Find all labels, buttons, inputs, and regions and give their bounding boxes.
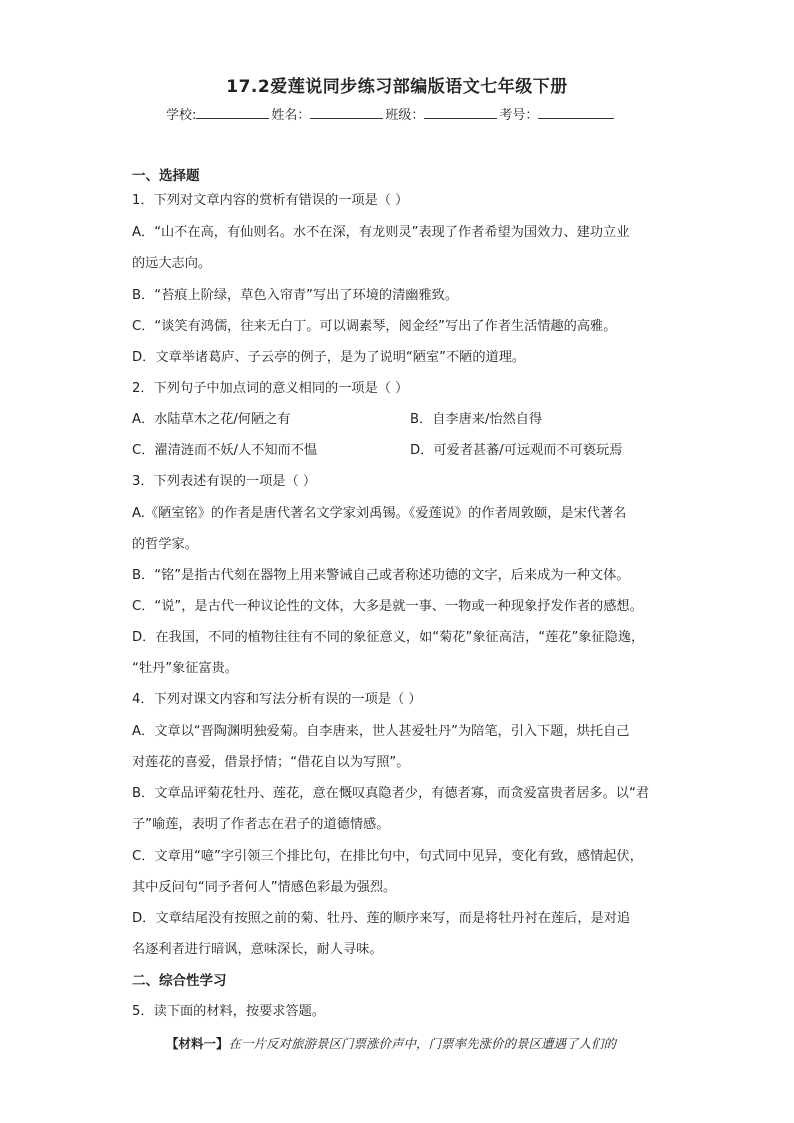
option-c: C．“说”，是古代一种议论性的文体，大多是就一事、一物或一种现象抒发作者的感想。 bbox=[132, 599, 643, 614]
option-d-cont: “牡丹”象征富贵。 bbox=[132, 661, 238, 676]
section-heading: 二、综合性学习 bbox=[132, 973, 227, 989]
option-a: A．文章以“晋陶渊明独爱菊。自李唐来，世人甚爱牡丹”为陪笔，引入下题，烘托自己 bbox=[132, 724, 630, 739]
class-blank[interactable] bbox=[424, 106, 497, 119]
section-heading: 一、选择题 bbox=[132, 168, 200, 184]
school-label: 学校: bbox=[166, 108, 197, 123]
option-a-cont: 的远大志向。 bbox=[132, 256, 212, 271]
option-a-cont: 对莲花的喜爱，借景抒情；“借花自以为写照”。 bbox=[132, 755, 410, 770]
question-stem: 2．下列句子中加点词的意义相同的一项是（ ） bbox=[132, 381, 409, 396]
question-stem: 1．下列对文章内容的赏析有错误的一项是（ ） bbox=[132, 193, 409, 208]
option-a: A．“山不在高，有仙则名。水不在深，有龙则灵”表现了作者希望为国效力、建功立业 bbox=[132, 225, 630, 240]
school-blank[interactable] bbox=[196, 106, 269, 119]
number-blank[interactable] bbox=[538, 106, 614, 119]
number-label: 考号： bbox=[499, 108, 539, 123]
question-stem: 3．下列表述有误的一项是（ ） bbox=[132, 474, 317, 489]
option-c-cont: 其中反问句“同予者何人”情感色彩最为强烈。 bbox=[132, 880, 397, 895]
material-excerpt bbox=[166, 1034, 616, 1052]
material-text: 在一片反对旅游景区门票涨价声中，门票率先涨价的景区遭遇了人们的 bbox=[228, 1036, 617, 1051]
question-stem: 5．读下面的材料，按要求答题。 bbox=[132, 1004, 326, 1019]
option-a-cont: 的哲学家。 bbox=[132, 537, 198, 552]
option-a: A．水陆草木之花/何陋之有 bbox=[132, 412, 291, 427]
option-b: B．文章品评菊花牡丹、莲花，意在慨叹真隐者少，有德者寡，而贪爱富贵者居多。以“君 bbox=[132, 786, 650, 801]
option-d: D．文章举诸葛庐、子云亭的例子，是为了说明“陋室”不陋的道理。 bbox=[132, 350, 526, 365]
option-d: D．可爱者甚蕃/可远观而不可亵玩焉 bbox=[410, 443, 623, 458]
option-b: B．自李唐来/怡然自得 bbox=[410, 412, 543, 427]
option-d: D．在我国，不同的植物往往有不同的象征意义，如“菊花”象征高洁，“莲花”象征隐逸， bbox=[132, 630, 645, 645]
option-b-cont: 子”喻莲，表明了作者志在君子的道德情感。 bbox=[132, 817, 390, 832]
student-info-row bbox=[166, 104, 616, 123]
option-c: C．濯清涟而不妖/人不知而不愠 bbox=[132, 443, 318, 458]
page-title: 17.2爱莲说同步练习部编版语文七年级下册 bbox=[226, 77, 568, 97]
option-c: C．“谈笑有鸿儒，往来无白丁。可以调素琴，阅金经”写出了作者生活情趣的高雅。 bbox=[132, 319, 617, 334]
option-c: C．文章用“噫”字引领三个排比句，在排比句中，句式同中见异，变化有致，感情起伏， bbox=[132, 849, 643, 864]
name-label: 姓名： bbox=[271, 108, 311, 123]
option-b: B．“铭”是指古代刻在器物上用来警诫自己或者称述功德的文字，后来成为一种文体。 bbox=[132, 568, 630, 583]
class-label: 班级： bbox=[385, 108, 425, 123]
option-b: B．“苔痕上阶绿，草色入帘青”写出了环境的清幽雅致。 bbox=[132, 288, 459, 303]
option-d: D．文章结尾没有按照之前的菊、牡丹、莲的顺序来写，而是将牡丹衬在莲后，是对追 bbox=[132, 911, 631, 926]
name-blank[interactable] bbox=[310, 106, 383, 119]
material-label: 【材料一】 bbox=[166, 1036, 229, 1051]
option-a: A.《陋室铭》的作者是唐代著名文学家刘禹锡。《爱莲说》的作者周敦颐，是宋代著名 bbox=[132, 506, 627, 521]
question-stem: 4．下列对课文内容和写法分析有误的一项是（ ） bbox=[132, 692, 422, 707]
option-d-cont: 名逐利者进行暗讽，意味深长，耐人寻味。 bbox=[132, 942, 383, 957]
